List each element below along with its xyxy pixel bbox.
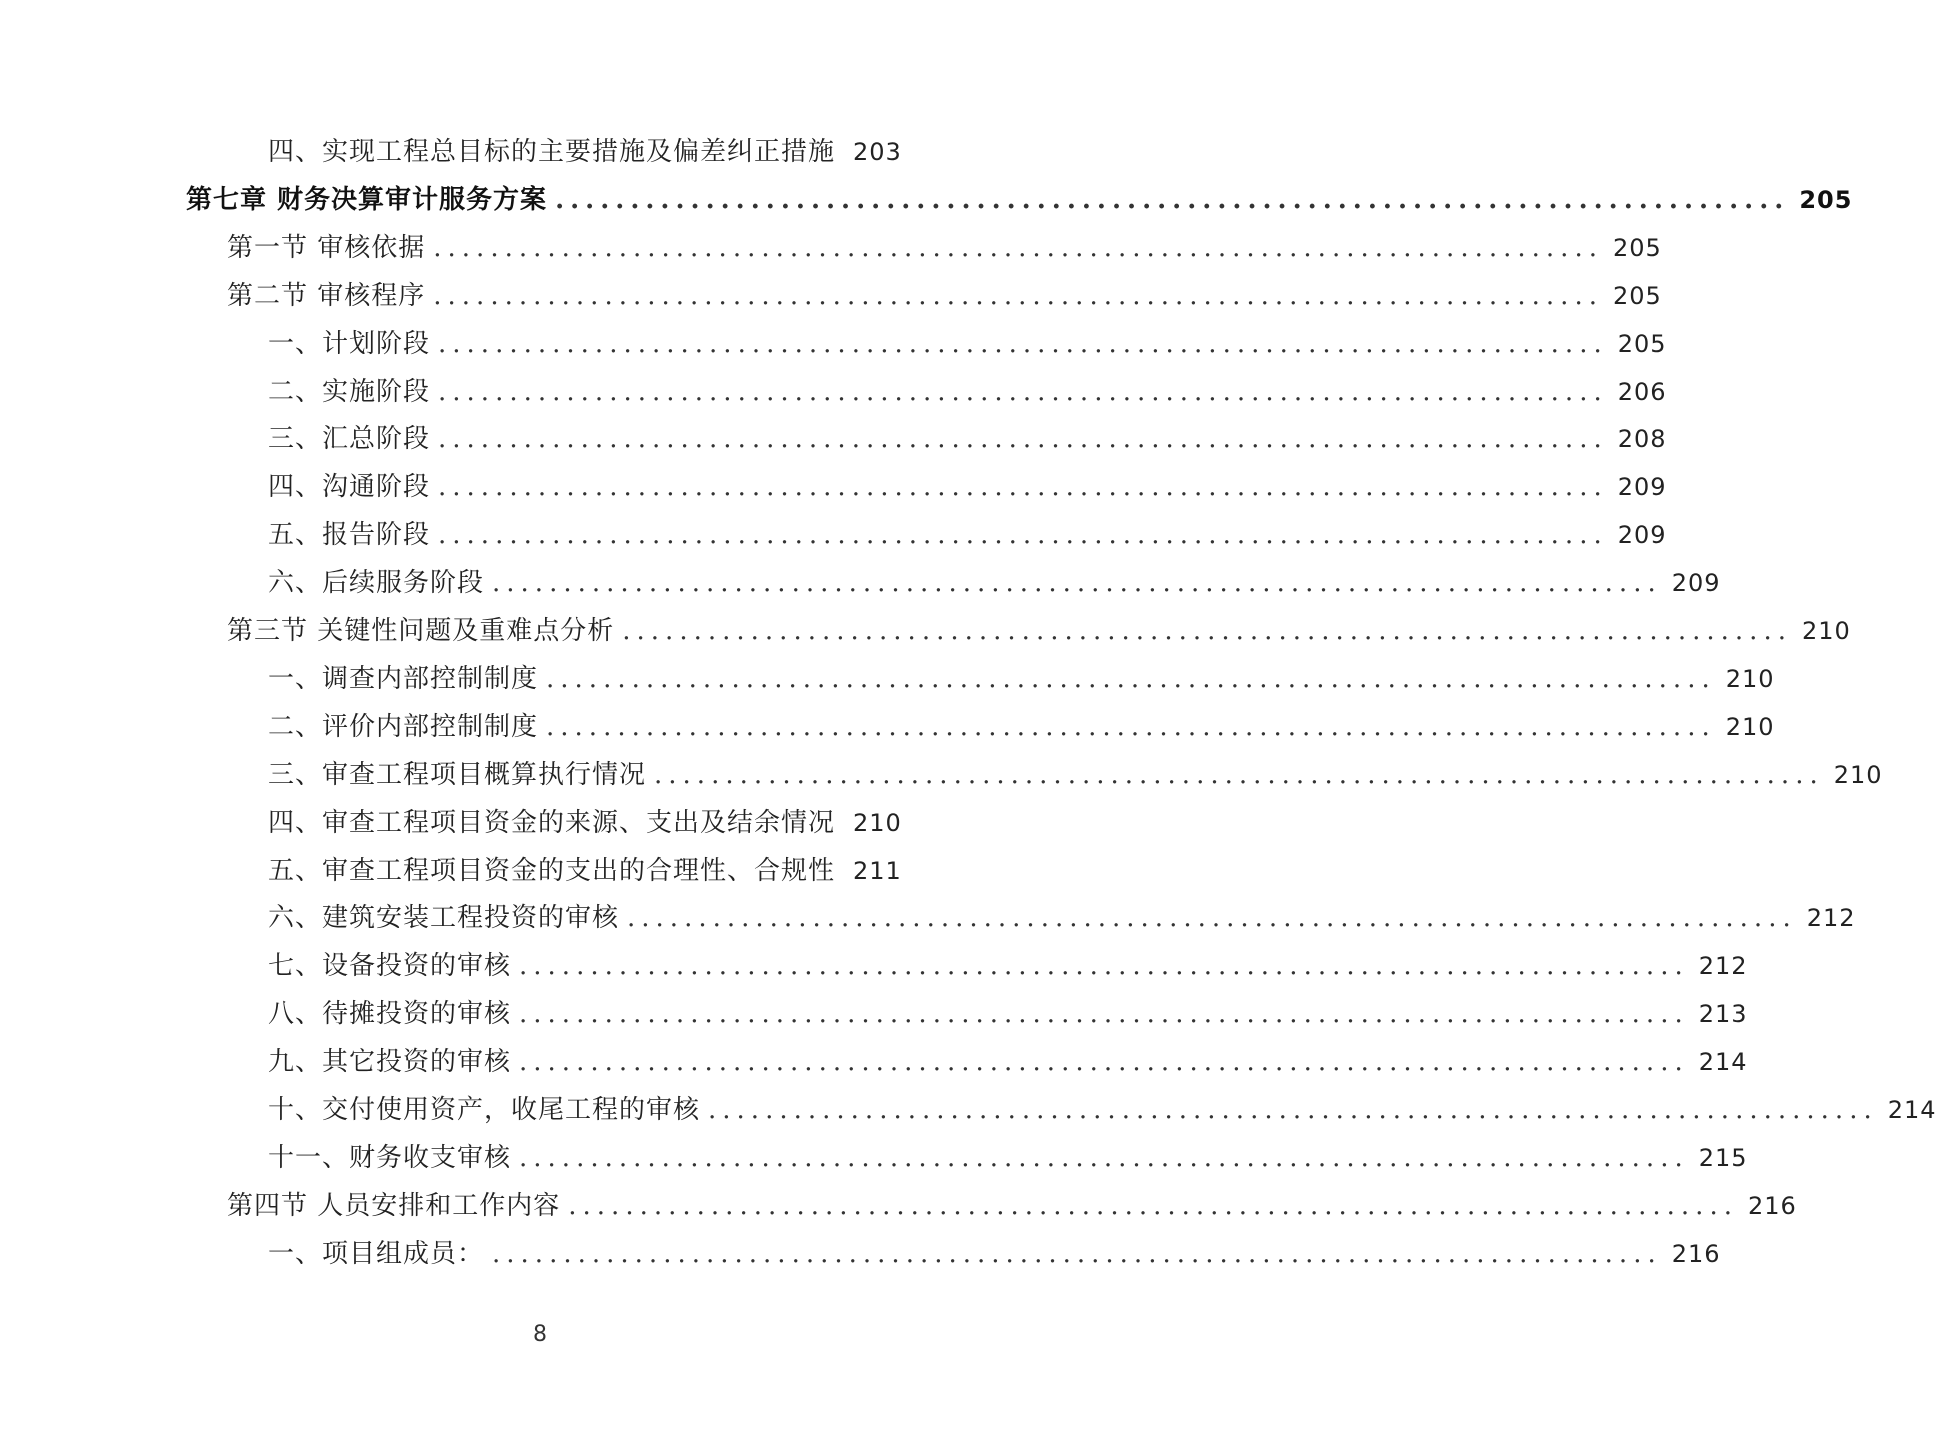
toc-entry-title: 十、交付使用资产，收尾工程的审核 bbox=[268, 1095, 701, 1125]
toc-entry-title: 六、建筑安装工程投资的审核 bbox=[268, 903, 620, 934]
toc-entry-item bbox=[268, 463, 1667, 511]
toc-entry-page-number: 210 bbox=[853, 808, 902, 837]
toc-dot-leader: .................................................................................. bbox=[519, 1142, 1689, 1173]
toc-entry-item bbox=[268, 368, 1667, 416]
toc-dot-leader: .................................................................................. bbox=[492, 568, 1662, 599]
toc-dot-leader: .................................................................................. bbox=[519, 951, 1689, 982]
toc-entry-page-number: 209 bbox=[1671, 569, 1721, 598]
toc-entry-page-number: 210 bbox=[1725, 664, 1775, 693]
toc-entry-page-number: 212 bbox=[1806, 904, 1856, 933]
toc-entry-page-number: 205 bbox=[1612, 233, 1662, 262]
toc-entry-page-number: 215 bbox=[1698, 1143, 1748, 1172]
toc-entry-title: 第四节 人员安排和工作内容 bbox=[227, 1190, 561, 1221]
toc-dot-leader: .................................................................................. bbox=[546, 663, 1716, 694]
toc-entry-page-number: 211 bbox=[853, 856, 902, 885]
toc-entry-title: 二、评价内部控制制度 bbox=[268, 711, 539, 742]
toc-entry-title: 第三节 关键性问题及重难点分析 bbox=[227, 616, 615, 646]
toc-entry-item bbox=[268, 1038, 1748, 1086]
toc-dot-leader: .................................................................................. bbox=[438, 472, 1608, 503]
toc-entry-page-number: 209 bbox=[1617, 521, 1667, 550]
toc-dot-leader: .................................................................................. bbox=[546, 711, 1716, 742]
toc-entry-page-number: 208 bbox=[1617, 425, 1667, 454]
toc-entry-title: 一、项目组成员： bbox=[268, 1238, 485, 1269]
toc-entry-title: 一、调查内部控制制度 bbox=[268, 663, 539, 694]
toc-entry-page-number: 206 bbox=[1617, 377, 1667, 406]
toc-entry-section bbox=[227, 224, 1662, 272]
toc-entry-title: 四、沟通阶段 bbox=[268, 472, 431, 503]
toc-entry-item bbox=[268, 559, 1721, 607]
toc-entry-item bbox=[268, 128, 902, 176]
toc-entry-title: 七、设备投资的审核 bbox=[268, 951, 512, 982]
toc-dot-leader: .................................................................................. bbox=[438, 376, 1608, 407]
toc-dot-leader: .................................................................................. bbox=[622, 616, 1792, 646]
toc-dot-leader: .................................................................................. bbox=[492, 1238, 1662, 1269]
toc-entry-title: 三、汇总阶段 bbox=[268, 424, 431, 455]
toc-entry-title: 九、其它投资的审核 bbox=[268, 1047, 512, 1078]
toc-entry-title: 第七章 财务决算审计服务方案 bbox=[186, 184, 548, 215]
toc-entry-item bbox=[268, 1230, 1721, 1278]
toc-entry-title: 八、待摊投资的审核 bbox=[268, 999, 512, 1030]
toc-entry-title: 一、计划阶段 bbox=[268, 328, 431, 359]
toc-entry-chapter bbox=[186, 176, 1853, 224]
toc-entry-page-number: 216 bbox=[1747, 1191, 1797, 1220]
toc-entry-page-number: 210 bbox=[1833, 760, 1883, 789]
page-number: 8 bbox=[533, 1322, 547, 1347]
toc-dot-leader: .................................................................................. bbox=[438, 520, 1608, 551]
toc-entry-title: 六、后续服务阶段 bbox=[268, 568, 485, 599]
toc-entry-title: 第一节 审核依据 bbox=[227, 232, 426, 263]
toc-entry-item bbox=[268, 320, 1667, 368]
toc-entry-item bbox=[268, 1134, 1748, 1182]
toc-entry-item bbox=[268, 655, 1775, 703]
toc-dot-leader: .................................................................................. bbox=[519, 1047, 1689, 1078]
toc-dot-leader: .................................................................................. bbox=[438, 328, 1608, 359]
toc-entry-title: 四、审查工程项目资金的来源、支出及结余情况 bbox=[268, 807, 836, 838]
toc-entry-page-number: 214 bbox=[1887, 1096, 1937, 1124]
toc-entry-page-number: 214 bbox=[1698, 1048, 1748, 1077]
toc-entry-section bbox=[227, 1182, 1797, 1230]
toc-entry-page-number: 205 bbox=[1612, 281, 1662, 310]
toc-entry-item bbox=[268, 942, 1748, 990]
toc-entry-section bbox=[227, 272, 1662, 320]
toc-entry-section bbox=[227, 607, 1851, 655]
toc-entry-title: 五、审查工程项目资金的支出的合理性、合规性 bbox=[268, 855, 836, 886]
toc-entry-item bbox=[268, 799, 902, 847]
toc-entry-title: 第二节 审核程序 bbox=[227, 280, 426, 311]
toc-dot-leader: .................................................................................. bbox=[568, 1190, 1738, 1221]
toc-entry-item bbox=[268, 990, 1748, 1038]
toc-entry-item bbox=[268, 1086, 1937, 1134]
toc-dot-leader: .................................................................................. bbox=[519, 999, 1689, 1030]
toc-entry-item bbox=[268, 511, 1667, 559]
toc-entry-page-number: 212 bbox=[1698, 952, 1748, 981]
toc-dot-leader: .................................................................................. bbox=[555, 184, 1790, 215]
toc-dot-leader: .................................................................................. bbox=[627, 903, 1797, 934]
toc-entry-item bbox=[268, 703, 1775, 751]
toc-entry-page-number: 203 bbox=[853, 138, 902, 166]
toc-entry-title: 二、实施阶段 bbox=[268, 376, 431, 407]
toc-entry-item bbox=[268, 894, 1856, 942]
toc-entry-page-number: 209 bbox=[1617, 473, 1667, 502]
toc-dot-leader: .................................................................................. bbox=[708, 1095, 1878, 1125]
toc-entry-title: 十一、财务收支审核 bbox=[268, 1142, 512, 1173]
toc-entry-title: 五、报告阶段 bbox=[268, 520, 431, 551]
toc-dot-leader: .................................................................................. bbox=[654, 759, 1824, 790]
toc-entry-title: 三、审查工程项目概算执行情况 bbox=[268, 759, 647, 790]
toc-dot-leader: .................................................................................. bbox=[433, 280, 1603, 311]
toc-entry-title: 四、实现工程总目标的主要措施及偏差纠正措施 bbox=[268, 137, 836, 167]
toc-entry-item bbox=[268, 415, 1667, 463]
toc-dot-leader: .................................................................................. bbox=[438, 424, 1608, 455]
toc-dot-leader: .................................................................................. bbox=[433, 232, 1603, 263]
toc-entry-item bbox=[268, 847, 902, 895]
toc-entry-page-number: 216 bbox=[1671, 1239, 1721, 1268]
toc-entry-page-number: 213 bbox=[1698, 1000, 1748, 1029]
toc-entry-page-number: 210 bbox=[1801, 617, 1851, 645]
toc-entry-page-number: 210 bbox=[1725, 712, 1775, 741]
toc-entry-item bbox=[268, 751, 1883, 799]
toc-entry-page-number: 205 bbox=[1617, 329, 1667, 358]
toc-entry-page-number: 205 bbox=[1799, 185, 1853, 214]
